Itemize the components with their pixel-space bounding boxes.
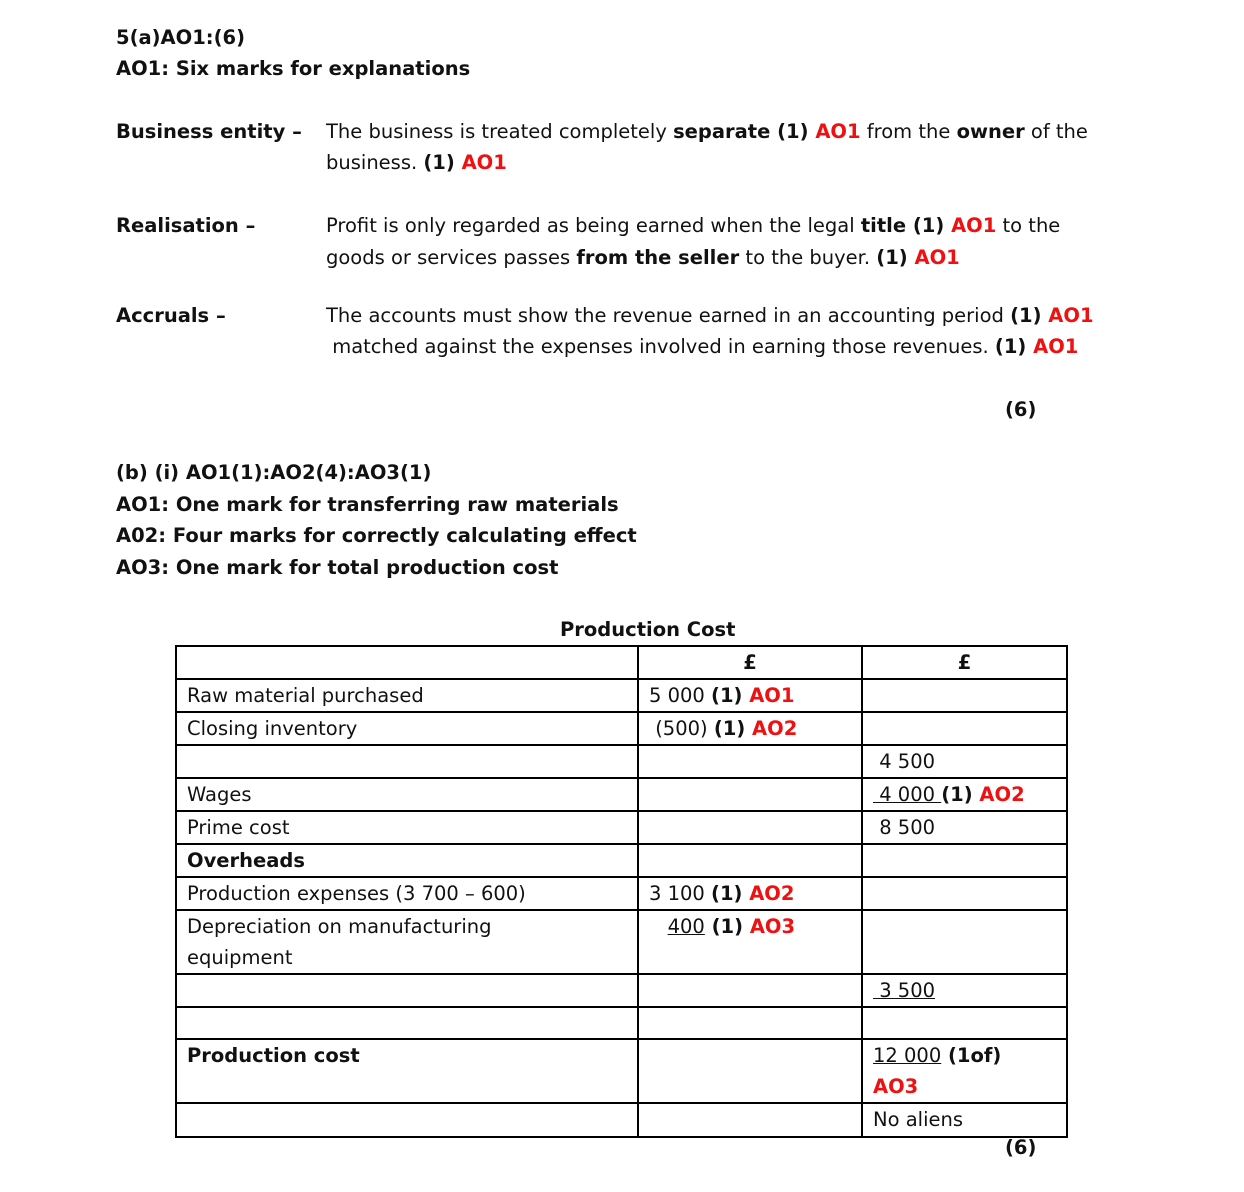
table-row (176, 910, 1067, 974)
table-cell (638, 910, 862, 974)
emphasis-text: (1) (1010, 304, 1049, 327)
table-cell (176, 1007, 638, 1039)
emphasis-text: title (860, 214, 907, 237)
table-title: Production Cost (560, 618, 736, 641)
emphasis-text: (1) (906, 214, 952, 237)
text-segment: 4 000 (873, 783, 942, 806)
text-segment: to the buyer. (739, 246, 877, 269)
emphasis-text: (1) (704, 915, 750, 938)
cell-line (187, 713, 627, 744)
assessment-objective-label: AO3 (873, 1075, 919, 1098)
emphasis-text: separate (673, 120, 771, 143)
text-segment: Prime cost (187, 816, 290, 839)
cell-line (187, 845, 627, 876)
text-segment: Production expenses (3 700 – 600) (187, 882, 526, 905)
text-segment: Depreciation on manufacturing (187, 915, 492, 938)
table-cell (638, 778, 862, 811)
emphasis-text: owner (956, 120, 1025, 143)
concept-term-business-entity: Business entity – (116, 120, 302, 143)
cell-line (873, 1071, 1056, 1102)
table-cell (862, 778, 1067, 811)
table-cell (176, 910, 638, 974)
cell-line (649, 878, 851, 909)
emphasis-text: (1) (770, 120, 816, 143)
cell-line (873, 812, 1056, 843)
text-segment: from the (860, 120, 957, 143)
assessment-objective-label: AO1 (815, 120, 861, 143)
table-cell (862, 679, 1067, 712)
header-cell (176, 646, 638, 679)
header-cell: £ (638, 646, 862, 679)
emphasis-text: (1) (713, 717, 753, 740)
text-segment: The accounts must show the revenue earned in an accounting period (326, 304, 1011, 327)
table-cell (862, 1007, 1067, 1039)
table-row (176, 679, 1067, 712)
table-cell (638, 1103, 862, 1137)
text-segment: Raw material purchased (187, 684, 424, 707)
table-cell (638, 712, 862, 745)
cell-line (187, 878, 627, 909)
cell-line (649, 713, 851, 744)
assessment-objective-label: AO1 (461, 151, 507, 174)
cell-line (649, 911, 851, 942)
cell-line (649, 680, 851, 711)
emphasis-text: (1) (941, 783, 980, 806)
text-segment: 3 100 (649, 882, 712, 905)
table-cell (638, 679, 862, 712)
table-row (176, 712, 1067, 745)
cell-line (187, 942, 627, 973)
assessment-objective-label: AO1 (1033, 335, 1079, 358)
emphasis-text: Production cost (187, 1044, 360, 1067)
text-segment: matched against the expenses involved in earning those revenues. (326, 335, 995, 358)
marks-description: A02: Four marks for correctly calculating effect (116, 524, 637, 547)
assessment-objective-label: AO1 (951, 214, 997, 237)
table-cell (862, 910, 1067, 974)
question-heading: 5(a)AO1:(6) (116, 26, 245, 49)
text-segment: 4 500 (873, 750, 936, 773)
text-segment: Wages (187, 783, 252, 806)
cell-line (873, 1104, 1056, 1135)
marks-description: AO3: One mark for total production cost (116, 556, 559, 579)
table-cell (862, 974, 1067, 1007)
table-row (176, 877, 1067, 910)
text-segment: The business is treated completely (326, 120, 674, 143)
text-segment: No aliens (873, 1108, 964, 1131)
cell-line (873, 975, 1056, 1006)
table-cell (638, 811, 862, 844)
table-row (176, 745, 1067, 778)
assessment-objective-label: AO1 (914, 246, 960, 269)
assessment-objective-label: AO2 (752, 717, 798, 740)
concept-explanation-line (326, 116, 1088, 147)
assessment-objective-label: AO1 (1048, 304, 1094, 327)
table-cell (176, 1103, 638, 1137)
marks-total: (6) (1005, 1136, 1037, 1159)
table-cell (862, 877, 1067, 910)
emphasis-text: (1of) (941, 1044, 1002, 1067)
table-cell (176, 811, 638, 844)
table-cell (862, 712, 1067, 745)
table-cell (638, 877, 862, 910)
concept-term-accruals: Accruals – (116, 304, 226, 327)
text-segment: 400 (667, 915, 705, 938)
table-cell (862, 745, 1067, 778)
table-cell (176, 745, 638, 778)
cell-line (873, 1040, 1056, 1071)
table-cell (176, 712, 638, 745)
question-heading: (b) (i) AO1(1):AO2(4):AO3(1) (116, 461, 432, 484)
marks-description: AO1: One mark for transferring raw materials (116, 493, 619, 516)
text-segment: 5 000 (649, 684, 712, 707)
table-row (176, 1007, 1067, 1039)
text-segment: 12 000 (873, 1044, 942, 1067)
assessment-objective-label: AO2 (749, 882, 795, 905)
production-cost-table (175, 645, 1068, 1138)
concept-explanation-line (326, 147, 507, 178)
header-cell: £ (862, 646, 1067, 679)
table-cell (862, 1039, 1067, 1103)
emphasis-text: (1) (876, 246, 915, 269)
marks-description: AO1: Six marks for explanations (116, 57, 471, 80)
concept-explanation-line (326, 242, 960, 273)
text-segment: of the (1024, 120, 1088, 143)
table-header-row (176, 646, 1067, 679)
table-cell (638, 1007, 862, 1039)
concept-term-realisation: Realisation – (116, 214, 256, 237)
table-cell (862, 811, 1067, 844)
marks-total: (6) (1005, 398, 1037, 421)
text-segment: equipment (187, 946, 293, 969)
concept-explanation-line (326, 331, 1078, 362)
emphasis-text: (1) (423, 151, 462, 174)
text-segment: Closing inventory (187, 717, 358, 740)
table-cell (176, 974, 638, 1007)
table-row (176, 811, 1067, 844)
table-row (176, 974, 1067, 1007)
table-cell (176, 844, 638, 877)
cell-line (187, 1040, 627, 1071)
table-cell (176, 1039, 638, 1103)
text-segment: 3 500 (873, 979, 936, 1002)
assessment-objective-label: AO1 (749, 684, 795, 707)
table-row (176, 1103, 1067, 1137)
emphasis-text: (1) (711, 684, 750, 707)
concept-explanation-line (326, 300, 1094, 331)
table-cell (638, 745, 862, 778)
text-segment: 8 500 (873, 816, 936, 839)
assessment-objective-label: AO2 (979, 783, 1025, 806)
table-cell (638, 844, 862, 877)
cell-line (187, 812, 627, 843)
text-segment: goods or services passes (326, 246, 577, 269)
table-cell (638, 974, 862, 1007)
emphasis-text: from the seller (576, 246, 740, 269)
cell-line (873, 746, 1056, 777)
table-cell (176, 778, 638, 811)
table-cell (638, 1039, 862, 1103)
text-segment: Profit is only regarded as being earned when the legal (326, 214, 861, 237)
table-row (176, 1039, 1067, 1103)
cell-line (187, 779, 627, 810)
emphasis-text: Overheads (187, 849, 305, 872)
table-row (176, 778, 1067, 811)
text-segment: business. (326, 151, 424, 174)
text-segment: (500) (649, 717, 714, 740)
concept-explanation-line (326, 210, 1060, 241)
emphasis-text: (1) (994, 335, 1034, 358)
emphasis-text: (1) (711, 882, 750, 905)
table-cell (176, 877, 638, 910)
table-row (176, 844, 1067, 877)
cell-line (187, 680, 627, 711)
text-segment: to the (996, 214, 1061, 237)
table-cell (176, 679, 638, 712)
cell-line (187, 911, 627, 942)
cell-line (873, 779, 1056, 810)
table-cell (862, 844, 1067, 877)
text-segment (649, 915, 668, 938)
assessment-objective-label: AO3 (749, 915, 796, 938)
